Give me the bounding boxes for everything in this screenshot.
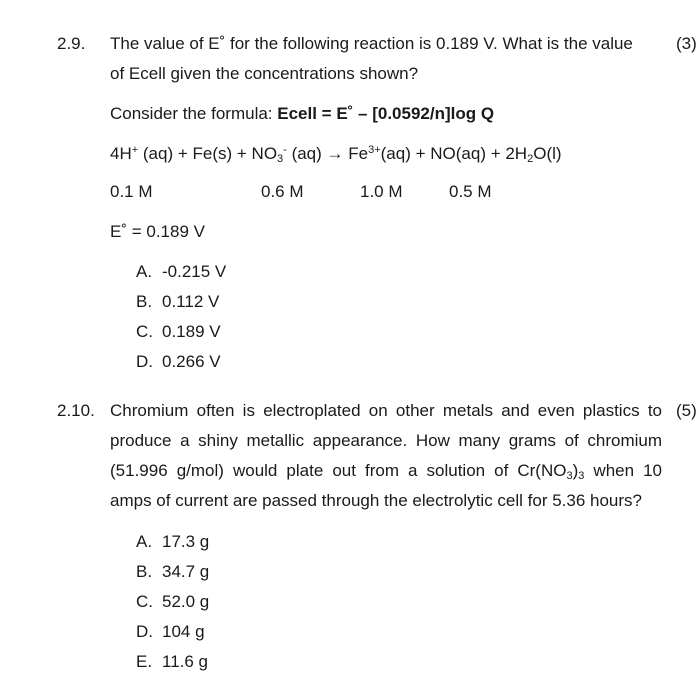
question-stem-line: of Ecell given the concentrations shown? [110,64,419,83]
reaction-text: (aq) + Fe(s) + NO [138,144,278,163]
option-letter: C. [136,592,153,611]
option-text: 0.189 V [162,322,221,341]
reaction-equation [110,144,562,164]
question-stem-line: amps of current are passed through the electrolytic cell for 5.36 hours? [110,491,643,510]
standard-potential: E˚ = 0.189 V [110,222,205,241]
option-letter: C. [136,322,153,341]
option-letter: A. [136,532,153,551]
reaction-superscript: 3+ [368,144,381,156]
concentration-value: 0.6 M [261,182,304,201]
option-letter: D. [136,352,153,371]
option-letter: E. [136,652,153,671]
option-text: -0.215 V [162,262,227,281]
option-letter: B. [136,562,153,581]
stem-subscript: 3 [566,470,573,482]
option-letter: D. [136,622,153,641]
question-stem-line: The value of E˚ for the following reaction is 0.189 V. What is the value [110,34,633,53]
option-letter: B. [136,292,153,311]
question-stem-line: Chromium often is electroplated on other metals and even plastics to [110,401,662,420]
reaction-text: 4H [110,144,132,163]
stem-text: when 10 [584,461,662,480]
concentration-value: 1.0 M [360,182,403,201]
marks-label: (3) [676,34,697,53]
option-text: 0.266 V [162,352,221,371]
stem-subscript: 3 [578,470,585,482]
formula-prefix: Consider the formula: [110,104,278,123]
question-number: 2.10. [57,401,95,420]
stem-text: (51.996 g/mol) would plate out from a solution of Cr(NO [110,461,567,480]
concentration-value: 0.5 M [449,182,492,201]
reaction-subscript: 3 [277,153,284,165]
option-text: 52.0 g [162,592,210,611]
question-stem-line: produce a shiny metallic appearance. How many grams of chromium [110,431,662,450]
option-text: 11.6 g [162,652,209,671]
formula-line [110,104,494,124]
reaction-text: O(l) [533,144,562,163]
question-number: 2.9. [57,34,86,53]
question-stem-line [110,461,662,481]
option-text: 17.3 g [162,532,210,551]
reaction-subscript: 2 [527,153,534,165]
option-text: 104 g [162,622,205,641]
option-letter: A. [136,262,153,281]
reaction-text: (aq) + NO(aq) + 2H [380,144,528,163]
reaction-superscript: - [283,144,287,156]
stem-text: ) [572,461,579,480]
option-text: 34.7 g [162,562,210,581]
marks-label: (5) [676,401,697,420]
concentration-value: 0.1 M [110,182,153,201]
option-text: 0.112 V [162,292,220,311]
reaction-text: (aq) → Fe [286,144,369,163]
reaction-superscript: + [131,144,139,156]
formula-equation: Ecell = E˚ – [0.0592/n]log Q [277,104,495,123]
